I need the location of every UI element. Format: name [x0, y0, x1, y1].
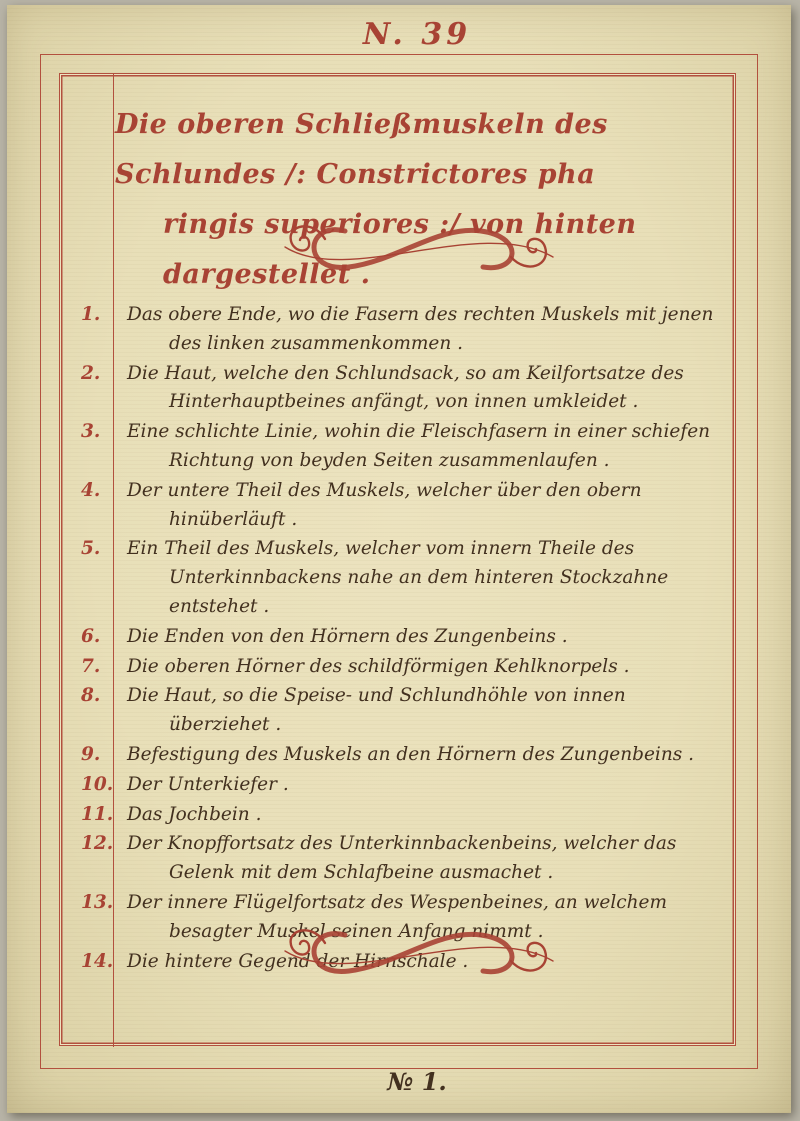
item-number: 8.: [81, 685, 101, 707]
item-text: Befestigung des Muskels an den Hörnern des Zungenbeins .: [127, 743, 695, 765]
item-text: Die Haut, welche den Schlundsack, so am Keilfortsatze des Hinterhauptbeines anfängt, von innen umkleidet .: [127, 362, 684, 413]
item-number: 7.: [81, 655, 101, 677]
item-text: Der innere Flügelfortsatz des Wespenbeines, an welchem besagter Muskel seinen Anfang nimmt .: [127, 891, 668, 942]
list-item: [67, 623, 735, 652]
item-text: Der Unterkiefer .: [127, 773, 289, 795]
item-number: 4.: [81, 479, 101, 501]
item-text: Ein Theil des Muskels, welcher vom innern Theile des Unterkinnbackens nahe an dem hinteren Stockzahne entstehet .: [127, 538, 669, 617]
list-item: [67, 418, 735, 476]
item-text: Das obere Ende, wo die Fasern des rechten Muskels mit jenen des linken zusammenkommen .: [127, 304, 714, 354]
item-text: Die Haut, so die Speise- und Schlundhöhle von innen überziehet .: [127, 685, 626, 736]
title-line-1: Die oberen Schließmuskeln des Schlundes /: Constrictores pha: [115, 109, 608, 190]
item-text: Der Knopffortsatz des Unterkinnbackenbeins, welcher das Gelenk mit dem Schlafbeine ausmachet .: [127, 833, 677, 884]
item-text: Die Enden von den Hörnern des Zungenbeins .: [127, 625, 568, 647]
item-number: 6.: [81, 625, 101, 647]
item-number: 5.: [81, 538, 101, 560]
manuscript-page: [7, 5, 791, 1113]
list-item: [67, 682, 735, 740]
item-number: 11.: [81, 803, 114, 825]
list-item: [67, 741, 735, 770]
item-number: 13.: [81, 891, 114, 913]
item-number: 9.: [81, 743, 101, 765]
item-number: 14.: [81, 950, 114, 972]
list-item: [67, 653, 735, 682]
item-number: 3.: [81, 421, 101, 443]
list-item: [67, 535, 735, 621]
list-item: [67, 830, 735, 888]
list-item: [67, 771, 735, 800]
item-text: Eine schlichte Linie, wohin die Fleischfasern in einer schiefen Richtung von beyden Seiten zusammenlaufen .: [127, 421, 711, 471]
list-item: [67, 301, 735, 359]
flourish-divider-icon: [279, 213, 559, 285]
numbered-item-list: [67, 301, 735, 977]
item-number: 12.: [81, 833, 114, 855]
item-text: Der untere Theil des Muskels, welcher über den obern hinüberläuft .: [127, 479, 642, 530]
item-number: 10.: [81, 773, 114, 795]
sheet-number: № 1.: [387, 1067, 447, 1096]
list-item: [67, 801, 735, 830]
item-text: Die oberen Hörner des schildförmigen Kehlknorpels .: [127, 655, 630, 677]
item-number: 1.: [81, 304, 101, 325]
item-text: Die hintere Gegend der Hirnschale .: [127, 950, 469, 972]
title-line-2: ringis superiores :/ von hinten dargestellet .: [163, 209, 637, 290]
list-item: [67, 477, 735, 535]
folio-number: N. 39: [362, 17, 472, 52]
flourish-divider-icon: [279, 917, 559, 989]
item-number: 2.: [81, 362, 101, 384]
item-text: Das Jochbein .: [127, 803, 262, 825]
list-item: [67, 360, 735, 418]
